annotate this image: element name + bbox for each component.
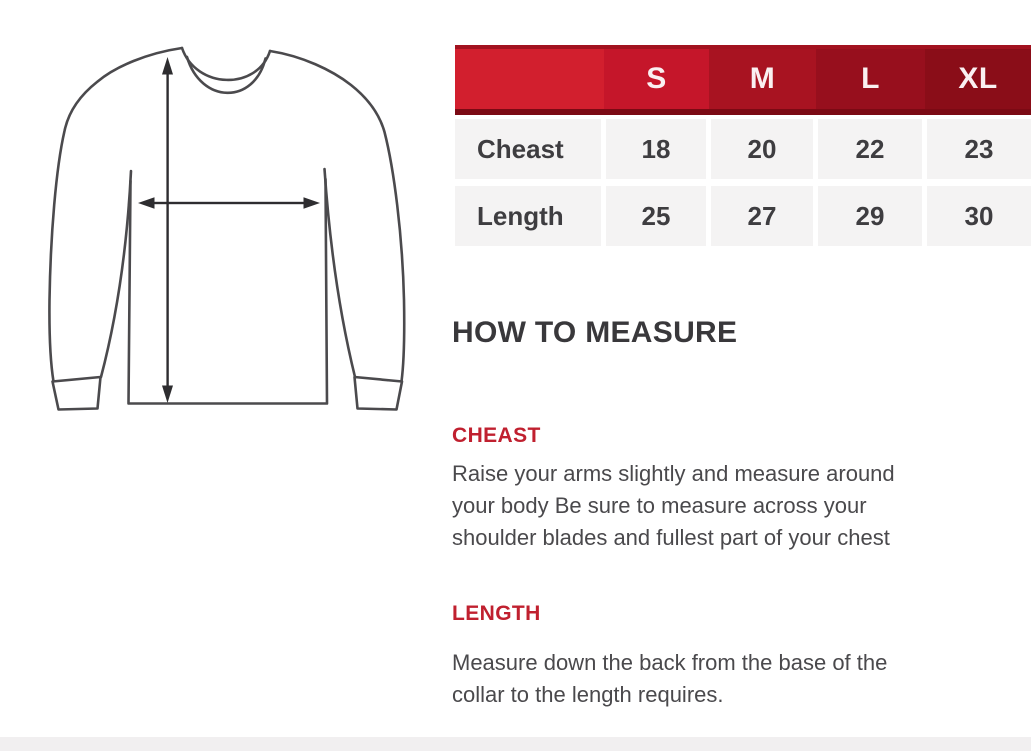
shirt-outline <box>49 48 404 410</box>
cheast-section-text <box>452 458 895 554</box>
length-value-l: 29 <box>818 186 922 246</box>
bottom-band <box>0 737 1031 751</box>
length-value-xl: 30 <box>927 186 1031 246</box>
cheast-text-line-3: shoulder blades and fullest part of your chest <box>452 525 890 550</box>
length-arrow-icon <box>162 57 173 403</box>
row-label-length: Length <box>455 186 601 246</box>
length-value-m: 27 <box>711 186 813 246</box>
cheast-value-m: 20 <box>711 119 813 179</box>
how-to-measure-title: HOW TO MEASURE <box>452 316 738 349</box>
cheast-value-l: 22 <box>818 119 922 179</box>
cheast-value-xl: 23 <box>927 119 1031 179</box>
header-size-m: M <box>709 49 816 109</box>
length-value-s: 25 <box>606 186 706 246</box>
length-text-line-2: collar to the length requires. <box>452 682 724 707</box>
size-chart-header-row <box>455 45 1031 115</box>
chest-arrow-icon <box>138 197 320 208</box>
header-size-s: S <box>604 49 709 109</box>
header-spacer-cell <box>455 49 604 109</box>
size-chart-table <box>455 45 1031 246</box>
cheast-text-line-2: your body Be sure to measure across your <box>452 493 867 518</box>
length-section-heading: LENGTH <box>452 602 541 625</box>
cheast-value-s: 18 <box>606 119 706 179</box>
length-section-text <box>452 647 887 711</box>
length-text-line-1: Measure down the back from the base of the <box>452 650 888 675</box>
row-label-cheast: Cheast <box>455 119 601 179</box>
shirt-diagram <box>0 0 455 460</box>
cheast-text-line-1: Raise your arms slightly and measure around <box>452 461 895 486</box>
header-size-xl: XL <box>925 49 1031 109</box>
size-chart-body <box>455 119 1031 246</box>
cheast-section-heading: CHEAST <box>452 424 541 447</box>
header-size-l: L <box>816 49 925 109</box>
